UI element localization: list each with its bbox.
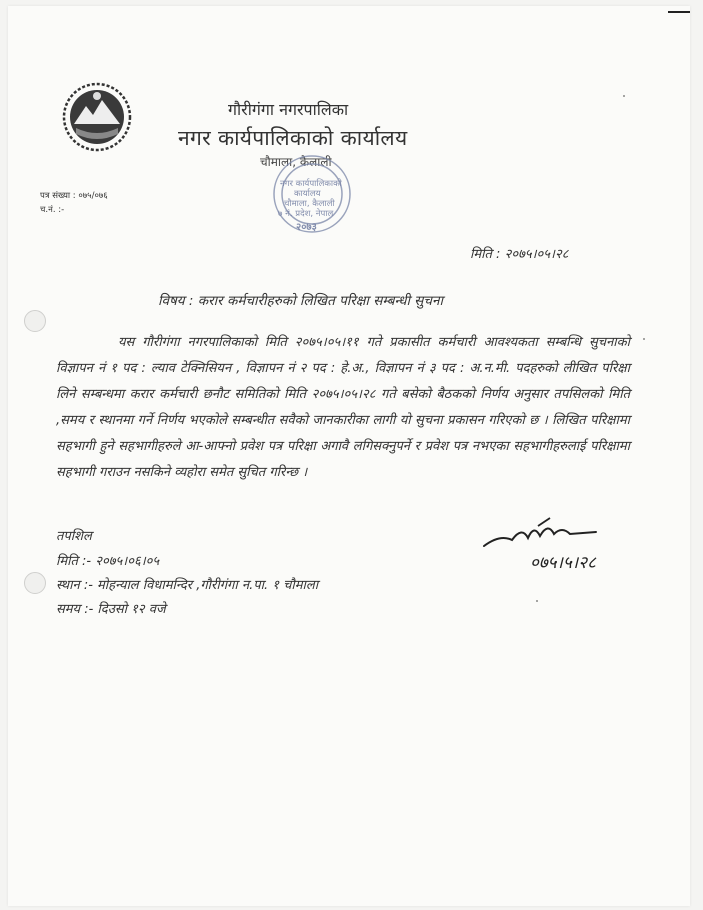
stamp-line-4: ७ नं. प्रदेश, नेपाल (278, 209, 334, 219)
office-name: नगर कार्यपालिकाको कार्यालय (178, 126, 408, 150)
notice-body: यस गौरीगंगा नगरपालिकाको मिति २०७५।०५।११ गते प्रकासीत कर्मचारी आवश्यकता सम्बन्धि सुचनाको विज्ञापन नं १ पद : ल्याव टेक्निसियन , विज्ञापन नं २ पद : हे.अ., विज्ञापन नं ३ पद : अ.न.मी. पदहरुको लीखित परिक्षा लिने सम्बन्धमा करार कर्मचारी छनौट समितिको मिति २०७५।०५।२८ गते बसेको बैठकको निर्णय अनुसार तपसिलको मिति ,समय र स्थानमा गर्ने निर्णय भएकोले सम्बन्धीत सवैको जानकारीका लागी यो सुचना प्रकासन गरिएको छ । लिखित परिक्षामा सहभागी हुने सहभागीहरुले आ-आफ्नो प्रवेश पत्र परिक्षा अगावै लगिसक्नुपर्ने र प्रवेश पत्र नभएका सहभागीहरुलाई परिक्षामा सहभागी गराउन नसकिने व्यहोरा समेत सुचित गरिन्छ । (56, 335, 630, 480)
tapsil-date: मिति :- २०७५।०६।०५ (56, 554, 160, 569)
paper-speck (643, 338, 645, 340)
edge-mark (668, 11, 690, 13)
signature-icon (478, 512, 648, 574)
letter-date: मिति : २०७५।०५।२८ (470, 247, 569, 262)
dispatch-number: च.नं. :- (40, 205, 65, 215)
paper-speck (623, 95, 625, 97)
signature-date: ०७५।५।२८ (530, 553, 596, 573)
office-location: चौमाला, कैलाली (260, 155, 332, 169)
letter-number: पत्र संख्या : ०७५/०७६ (40, 191, 108, 201)
paper-speck (536, 600, 538, 602)
stamp-year: २०७३ (296, 222, 317, 233)
office-stamp-icon (254, 150, 364, 240)
municipality-name: गौरीगंगा नगरपालिका (228, 100, 349, 119)
tapsil-time: समय :- दिउसो १२ वजे (56, 602, 166, 617)
punch-hole-top (24, 310, 46, 332)
tapsil-place: स्थान :- मोहन्याल विधामन्दिर ,गौरीगंगा न.पा. १ चौमाला (56, 578, 319, 593)
stamp-line-3: चौमाला, कैलाली (284, 199, 335, 209)
government-emblem-icon (62, 82, 132, 152)
subject-line: विषय : करार कर्मचारीहरुको लिखित परिक्षा सम्बन्धी सुचना (158, 293, 443, 309)
punch-hole-bottom (24, 572, 46, 594)
stamp-line-1: नगर कार्यपालिकाको (280, 179, 342, 189)
tapsil-heading: तपशिल (56, 529, 92, 544)
stamp-line-2: कार्यालय (294, 189, 321, 199)
